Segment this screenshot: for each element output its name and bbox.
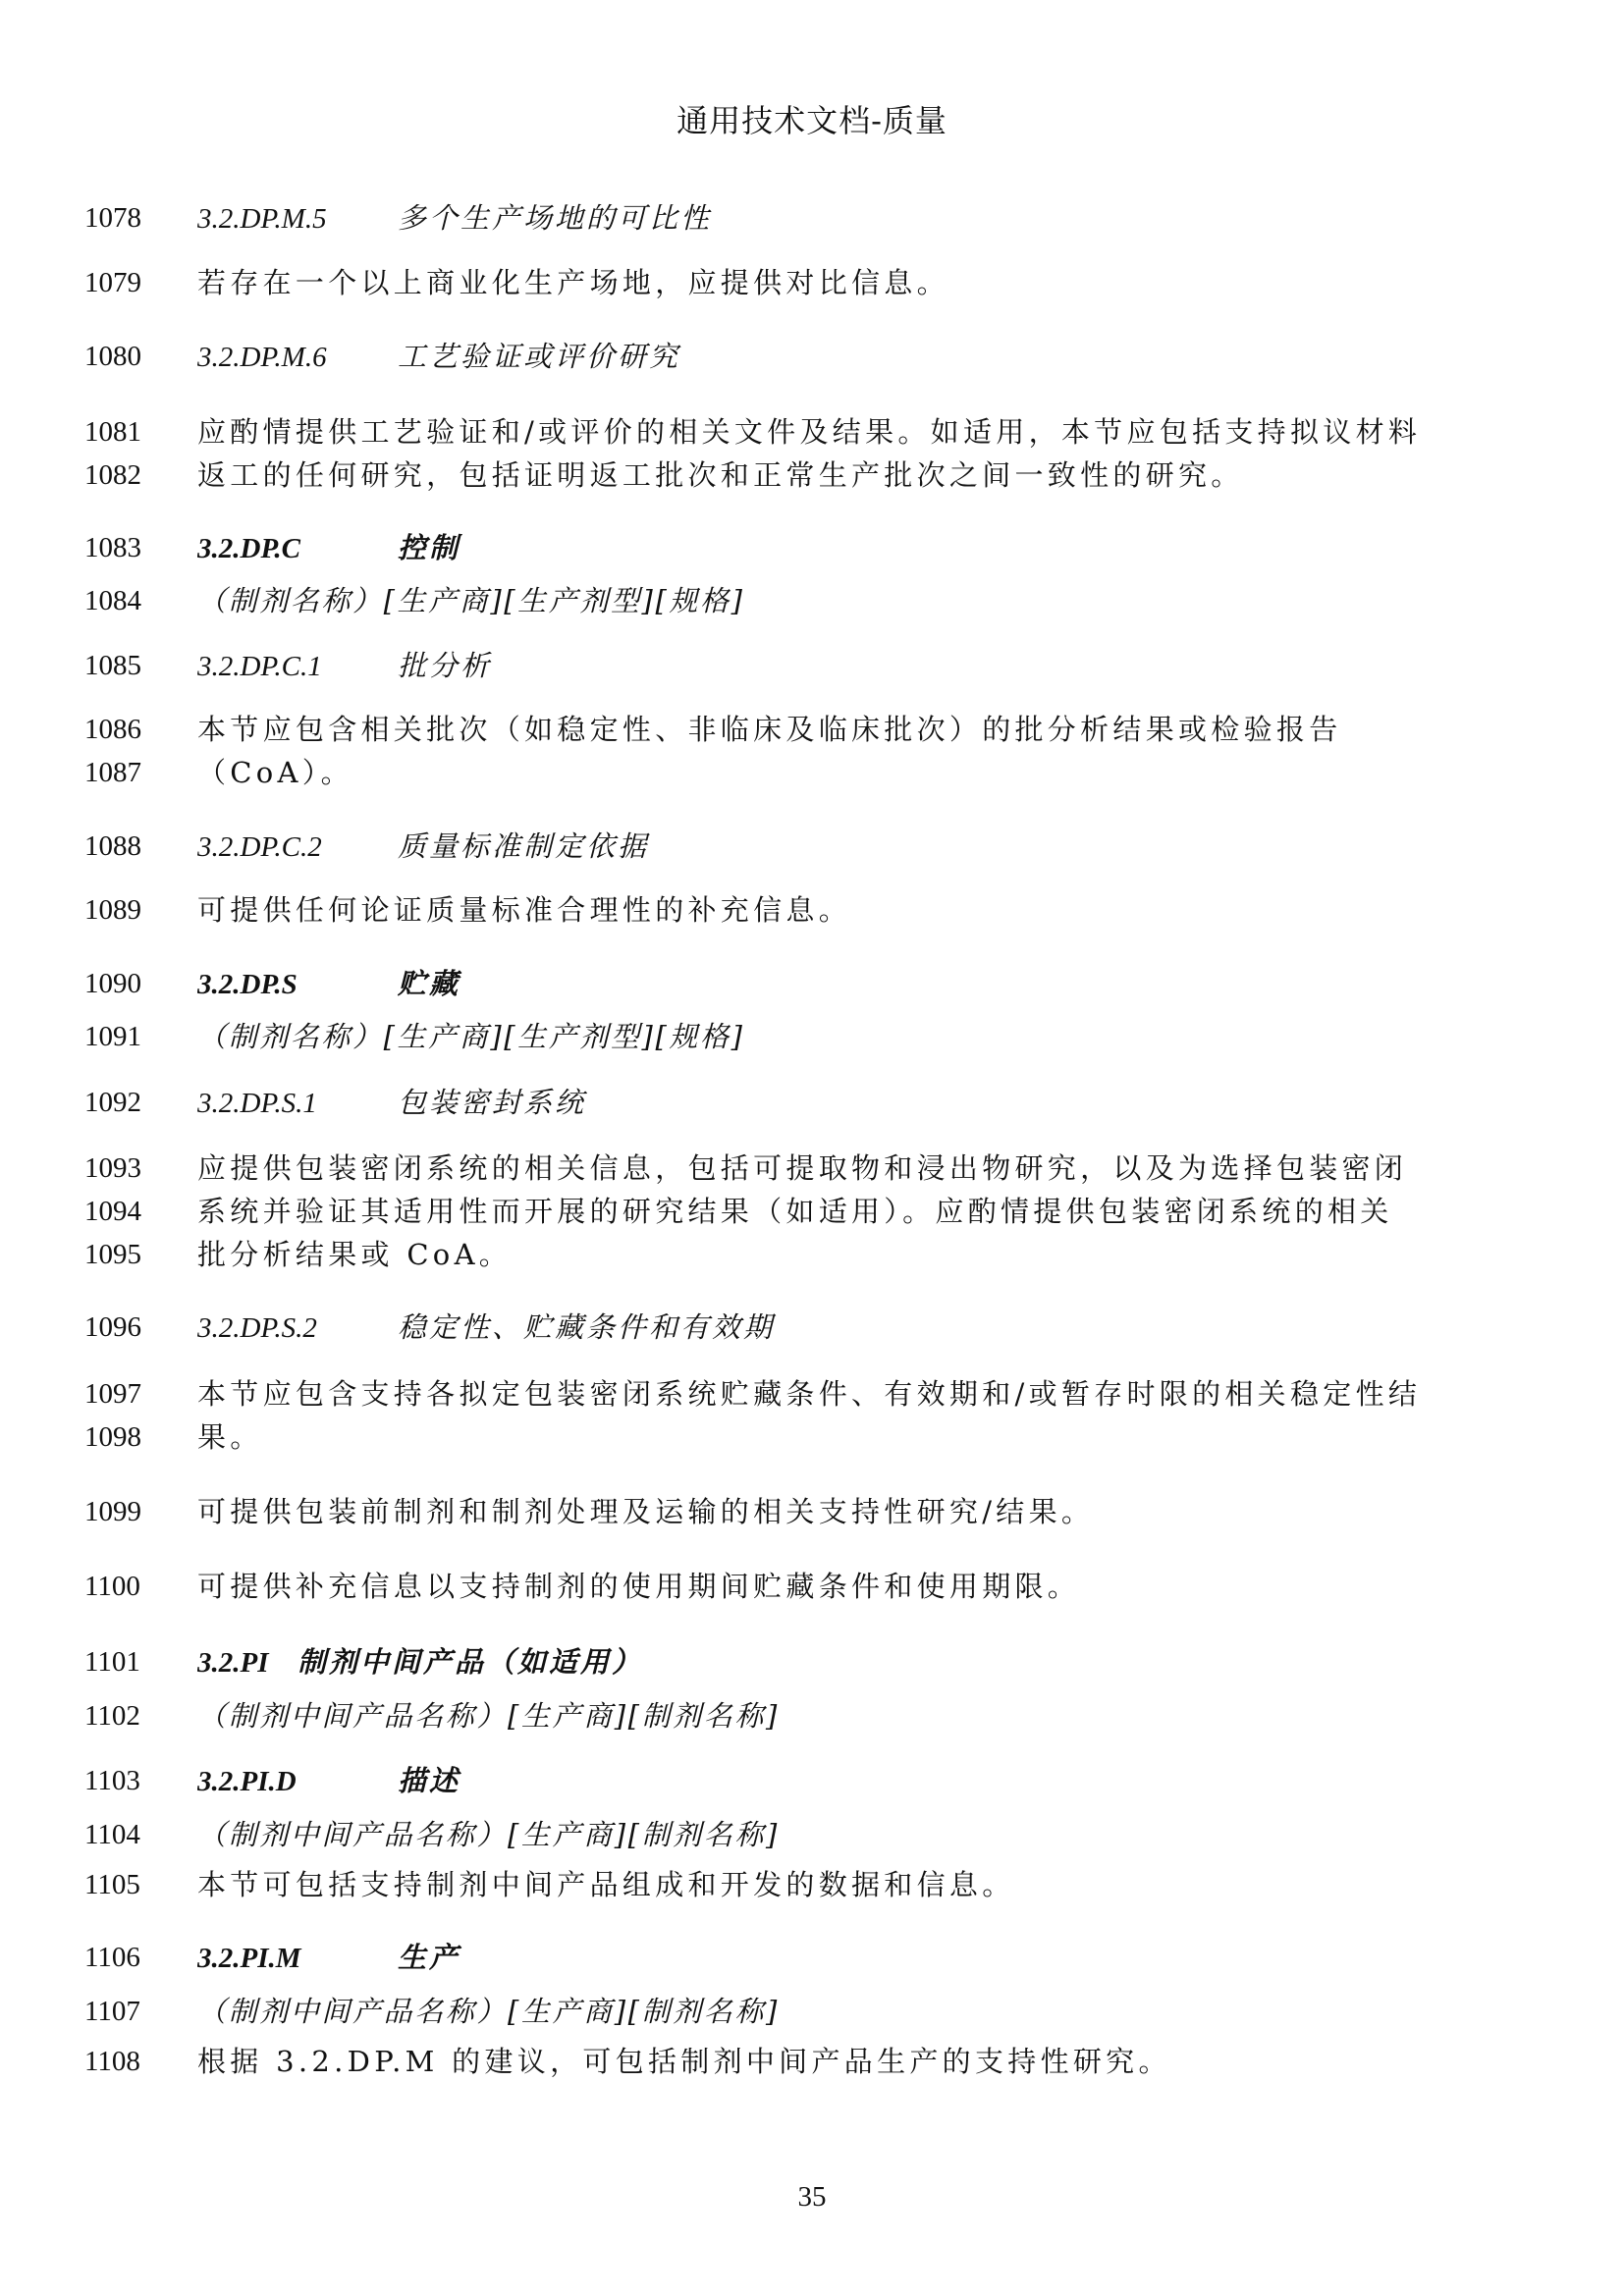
paragraph-text: 可提供任何论证质量标准合理性的补充信息。	[197, 893, 852, 927]
line-number: 1105	[84, 1869, 140, 1900]
line-number: 1104	[84, 1819, 140, 1850]
paragraph-text: 本节可包括支持制剂中间产品组成和开发的数据和信息。	[197, 1868, 1015, 1901]
text-line	[0, 708, 1624, 751]
text-line	[0, 751, 1624, 794]
paragraph-text: 可提供包装前制剂和制剂处理及运输的相关支持性研究/结果。	[197, 1495, 1095, 1528]
line-number: 1103	[84, 1765, 140, 1796]
line-number: 1079	[84, 267, 141, 298]
section-title: 工艺验证或评价研究	[398, 340, 681, 373]
line-number: 1093	[84, 1152, 141, 1184]
section-code: 3.2.DP.S.2	[197, 1312, 317, 1344]
section-title: 贮藏	[398, 967, 461, 1000]
paragraph-text: 根据 3.2.DP.M 的建议，可包括制剂中间产品生产的支持性研究。	[197, 2045, 1171, 2078]
heading-line	[0, 335, 1624, 378]
section-title: 多个生产场地的可比性	[398, 201, 713, 235]
text-line	[0, 1147, 1624, 1190]
line-number: 1087	[84, 757, 141, 788]
line-number: 1081	[84, 416, 141, 448]
heading-line	[0, 196, 1624, 240]
line-number: 1083	[84, 532, 141, 563]
section-title: 质量标准制定依据	[398, 829, 650, 863]
section-title: 稳定性、贮藏条件和有效期	[398, 1310, 776, 1344]
subtitle-line	[0, 1990, 1624, 2033]
paragraph-text: 本节应包含相关批次（如稳定性、非临床及临床批次）的批分析结果或检验报告	[197, 713, 1342, 746]
heading-line	[0, 1640, 1624, 1683]
heading-line	[0, 1759, 1624, 1802]
product-placeholder: （制剂中间产品名称）[生产商][制剂名称]	[197, 1995, 780, 2028]
section-code: 3.2.PI.D	[197, 1766, 297, 1797]
subtitle-line	[0, 1694, 1624, 1737]
line-number: 1107	[84, 1996, 140, 2027]
paragraph-text: 系统并验证其适用性而开展的研究结果（如适用）。应酌情提供包装密闭系统的相关	[197, 1195, 1393, 1228]
line-number: 1106	[84, 1942, 140, 1973]
heading-line	[0, 526, 1624, 569]
paragraph-text: 应酌情提供工艺验证和/或评价的相关文件及结果。如适用，本节应包括支持拟议材料	[197, 415, 1422, 449]
text-line	[0, 410, 1624, 454]
section-title: 控制	[398, 531, 461, 564]
product-placeholder: （制剂名称）[生产商][生产剂型][规格]	[197, 1020, 745, 1053]
line-number: 1082	[84, 459, 141, 491]
page-number: 35	[797, 2181, 827, 2213]
section-title: 生产	[398, 1941, 461, 1974]
line-number: 1086	[84, 714, 141, 745]
section-code: 3.2.DP.M.5	[197, 203, 327, 235]
line-number: 1080	[84, 341, 141, 372]
paragraph-text: 应提供包装密闭系统的相关信息，包括可提取物和浸出物研究，以及为选择包装密闭	[197, 1151, 1408, 1185]
section-title: 描述	[398, 1764, 461, 1797]
line-number: 1099	[84, 1496, 141, 1527]
line-number: 1101	[84, 1646, 140, 1678]
text-line	[0, 454, 1624, 497]
line-number: 1085	[84, 650, 141, 681]
section-code: 3.2.DP.S	[197, 969, 298, 1000]
text-line	[0, 1415, 1624, 1459]
subtitle-line	[0, 579, 1624, 622]
paragraph-text: 若存在一个以上商业化生产场地，应提供对比信息。	[197, 266, 949, 299]
text-line	[0, 1863, 1624, 1906]
line-number: 1078	[84, 202, 141, 234]
heading-line	[0, 962, 1624, 1005]
paragraph-text: 果。	[197, 1420, 263, 1454]
heading-line	[0, 1081, 1624, 1124]
line-number: 1102	[84, 1700, 140, 1732]
text-line	[0, 1233, 1624, 1276]
heading-line	[0, 1306, 1624, 1349]
line-number: 1090	[84, 968, 141, 999]
subtitle-line	[0, 1813, 1624, 1856]
line-number: 1092	[84, 1087, 141, 1118]
product-placeholder: （制剂中间产品名称）[生产商][制剂名称]	[197, 1699, 780, 1733]
product-placeholder: （制剂中间产品名称）[生产商][制剂名称]	[197, 1818, 780, 1851]
paragraph-text: 返工的任何研究，包括证明返工批次和正常生产批次之间一致性的研究。	[197, 458, 1244, 492]
section-code: 3.2.DP.M.6	[197, 342, 327, 373]
line-number: 1095	[84, 1239, 141, 1270]
text-line	[0, 1190, 1624, 1233]
paragraph-text: （CoA）。	[197, 756, 353, 789]
line-number: 1084	[84, 585, 141, 616]
section-code: 3.2.DP.C	[197, 533, 301, 564]
subtitle-line	[0, 1015, 1624, 1058]
text-line	[0, 888, 1624, 932]
product-placeholder: （制剂名称）[生产商][生产剂型][规格]	[197, 584, 745, 617]
line-number: 1094	[84, 1196, 141, 1227]
line-number: 1097	[84, 1378, 141, 1410]
section-title: 批分析	[398, 649, 493, 682]
line-number: 1091	[84, 1021, 141, 1052]
paragraph-text: 本节应包含支持各拟定包装密闭系统贮藏条件、有效期和/或暂存时限的相关稳定性结	[197, 1377, 1422, 1411]
line-number: 1096	[84, 1311, 141, 1343]
text-line	[0, 261, 1624, 304]
text-line	[0, 1490, 1624, 1533]
section-title: 包装密封系统	[398, 1086, 587, 1119]
section-code: 3.2.PI.M	[197, 1943, 301, 1974]
text-line	[0, 1565, 1624, 1608]
paragraph-text: 可提供补充信息以支持制剂的使用期间贮藏条件和使用期限。	[197, 1570, 1081, 1603]
section-code: 3.2.PI	[197, 1647, 269, 1679]
section-title: 制剂中间产品（如适用）	[298, 1645, 644, 1679]
section-code: 3.2.DP.C.2	[197, 831, 322, 863]
text-line	[0, 1372, 1624, 1415]
line-number: 1098	[84, 1421, 141, 1453]
text-line	[0, 2040, 1624, 2083]
line-number: 1089	[84, 894, 141, 926]
paragraph-text: 批分析结果或 CoA。	[197, 1238, 513, 1271]
line-number: 1088	[84, 830, 141, 862]
page-header: 通用技术文档-质量	[677, 102, 947, 139]
heading-line	[0, 825, 1624, 868]
section-code: 3.2.DP.S.1	[197, 1088, 317, 1119]
heading-line	[0, 644, 1624, 687]
line-number: 1108	[84, 2046, 140, 2077]
section-code: 3.2.DP.C.1	[197, 651, 322, 682]
heading-line	[0, 1936, 1624, 1979]
line-number: 1100	[84, 1571, 140, 1602]
